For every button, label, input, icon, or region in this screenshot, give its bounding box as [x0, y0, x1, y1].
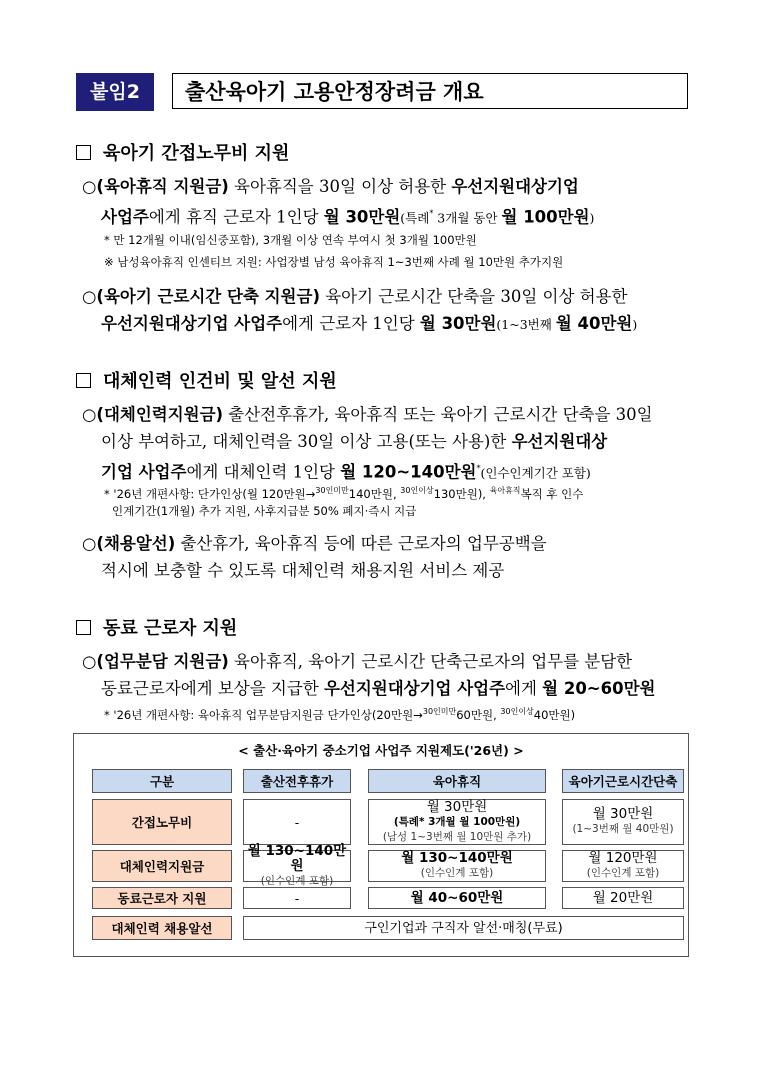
paragraph-workload-sharing: ○(업무분담 지원금) 육아휴직, 육아기 근로시간 단축근로자의 업무를 분담한 동료근로자에게 보상을 지급한 우선지원대상기업 사업주에게 월 20~60만원: [82, 652, 656, 698]
row-label: 동료근로자 지원: [92, 887, 232, 909]
table-cell: 월 20만원: [562, 887, 684, 909]
section-title-1: 육아기 간접노무비 지원: [76, 139, 289, 165]
table-cell: 월 40~60만원: [368, 887, 546, 909]
paragraph-reduced-hours: ○(육아기 근로시간 단축 지원금) 육아기 근로시간 단축을 30일 이상 허용한 우선지원대상기업 사업주에게 근로자 1인당 월 30만원(1~3번째 월 40만원): [82, 287, 638, 333]
table-cell: 월 130~140만원 (인수인계 포함): [243, 850, 351, 882]
row-label: 대체인력지원금: [92, 850, 232, 882]
row-label: 간접노무비: [92, 799, 232, 845]
paragraph-recruitment: ○(채용알선) 출산휴가, 육아휴직 등에 따른 근로자의 업무공백을 적시에 보충할 수 있도록 대체인력 채용지원 서비스 제공: [82, 534, 547, 580]
table-cell: 월 130~140만원 (인수인계 포함): [368, 850, 546, 882]
table-cell-merged: 구인기업과 구직자 알선·매칭(무료): [243, 916, 684, 940]
table-header: 육아기근로시간단축: [562, 769, 684, 793]
attachment-badge: 붙임2: [76, 73, 154, 111]
note-special-case: * 만 12개월 이내(임신중포함), 3개월 이상 연속 부여시 첫 3개월 100만원: [104, 233, 477, 247]
page-title: 출산육아기 고용안정장려금 개요: [172, 73, 688, 109]
table-caption: < 출산·육아기 중소기업 사업주 지원제도('26년) >: [238, 743, 524, 758]
checkbox-square-icon: [76, 620, 91, 635]
table-header: 출산전후휴가: [243, 769, 351, 793]
table-cell: 월 30만원 (1~3번째 월 40만원): [562, 799, 684, 845]
note-workload-revision: * '26년 개편사항: 육아휴직 업무분담지원금 단가인상(20만원→$^{30인미만}$60만원, $^{30인이상}$40만원): [104, 707, 576, 722]
checkbox-square-icon: [76, 145, 91, 160]
section-title-3: 동료 근로자 지원: [76, 614, 237, 640]
section-title-2: 대체인력 인건비 및 알선 지원: [76, 367, 337, 393]
paragraph-childcare-leave: ○(육아휴직 지원금) 육아휴직을 30일 이상 허용한 우선지원대상기업 사업주에게 휴직 근로자 1인당 월 30만원(특례* 3개월 동안 월 100만원): [82, 177, 595, 227]
table-header: 육아휴직: [368, 769, 546, 793]
row-label: 대체인력 채용알선: [92, 916, 232, 940]
note-2026-revision-cont: 인계기간(1개월) 추가 지원, 사후지급분 50% 폐지·즉시 지급: [112, 504, 417, 518]
paragraph-replacement-subsidy: ○(대체인력지원금) 출산전후휴가, 육아휴직 또는 육아기 근로시간 단축을 30일 이상 부여하고, 대체인력을 30일 이상 고용(또는 사용)한 우선지원대상 기업 사업주에게 대체인력 1인당 월 120~140만원*(인수인계기간 포함): [82, 405, 653, 482]
table-header: 구분: [92, 769, 232, 793]
table-cell: 월 30만원 (특례* 3개월 월 100만원) (남성 1~3번째 월 10만원 추가): [368, 799, 546, 845]
table-cell: 월 120만원 (인수인계 포함): [562, 850, 684, 882]
table-cell: -: [243, 887, 351, 909]
table-cell: -: [243, 799, 351, 845]
note-male-incentive: ※ 남성육아휴직 인센티브 지원: 사업장별 남성 육아휴직 1~3번째 사례 월 10만원 추가지원: [104, 255, 564, 269]
checkbox-square-icon: [76, 373, 91, 388]
note-2026-revision: * '26년 개편사항: 단가인상(월 120만원→$^{30인미만}$140만원, $^{30인이상}$130만원), $^{육아휴직}$복직 후 인수: [104, 486, 584, 501]
